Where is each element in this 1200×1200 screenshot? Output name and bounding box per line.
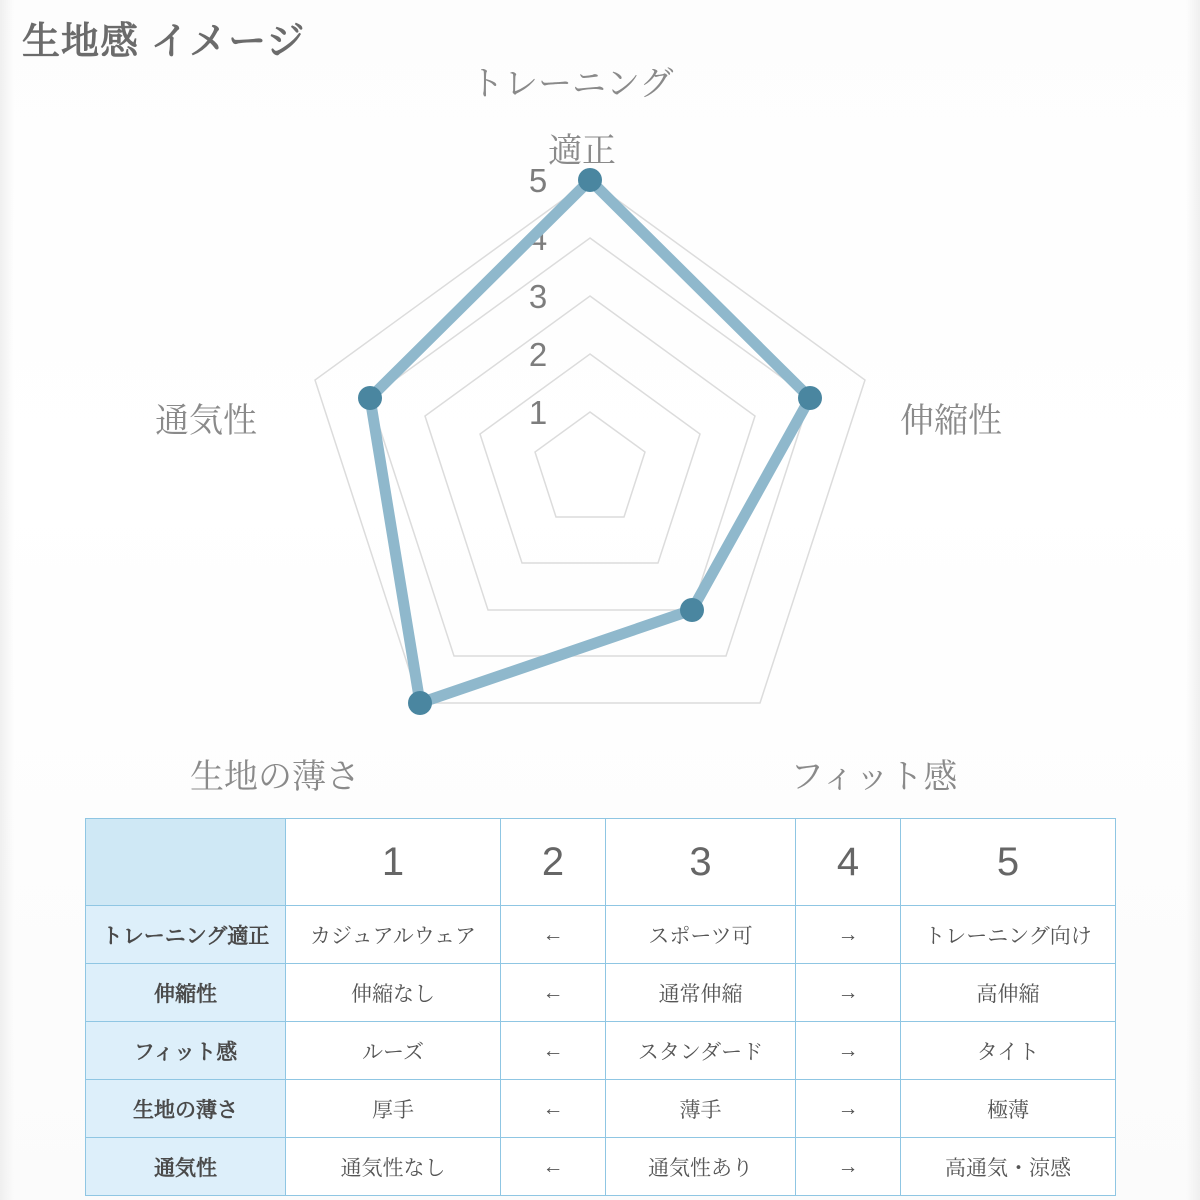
spec-table [85,818,1116,1196]
table-row [86,1080,1116,1138]
table-row [86,906,1116,964]
row-label-thinness: 生地の薄さ [86,1080,286,1138]
cell-training-1: カジュアルウェア [286,906,501,964]
table-header-5: 5 [901,819,1116,906]
row-label-breathability: 通気性 [86,1138,286,1196]
cell-breathability-4: → [796,1138,901,1196]
cell-fit-3: スタンダード [606,1022,796,1080]
cell-fit-4: → [796,1022,901,1080]
radar-svg [0,40,1200,810]
cell-fit-1: ルーズ [286,1022,501,1080]
data-point-training [578,168,602,192]
cell-stretch-5: 高伸縮 [901,964,1116,1022]
table-row [86,1022,1116,1080]
table-row [86,964,1116,1022]
table-corner-cell [86,819,286,906]
cell-breathability-1: 通気性なし [286,1138,501,1196]
radar-chart [0,40,1200,810]
cell-stretch-4: → [796,964,901,1022]
tick-label-2: 2 [528,336,548,373]
cell-training-5: トレーニング向け [901,906,1116,964]
cell-thinness-2: ← [501,1080,606,1138]
cell-breathability-5: 高通気・涼感 [901,1138,1116,1196]
cell-fit-2: ← [501,1022,606,1080]
row-label-fit: フィット感 [86,1022,286,1080]
table-header-2: 2 [501,819,606,906]
cell-stretch-1: 伸縮なし [286,964,501,1022]
axis-label-fit: フィット感 [790,758,958,796]
table-row [86,1138,1116,1196]
spec-table-container [85,818,1115,1196]
row-label-training: トレーニング適正 [86,906,286,964]
tick-label-5: 5 [528,162,548,199]
radar-series-shape [358,168,822,715]
table-header-4: 4 [796,819,901,906]
cell-training-2: ← [501,906,606,964]
cell-stretch-2: ← [501,964,606,1022]
data-point-thinness [408,691,432,715]
table-header-1: 1 [286,819,501,906]
axis-label-stretch: 伸縮性 [900,402,1002,440]
cell-breathability-3: 通気性あり [606,1138,796,1196]
cell-thinness-3: 薄手 [606,1080,796,1138]
cell-fit-5: タイト [901,1022,1116,1080]
radar-axis-labels [155,65,1002,796]
row-label-stretch: 伸縮性 [86,964,286,1022]
axis-label-training-line2: 適正 [548,132,616,170]
cell-thinness-5: 極薄 [901,1080,1116,1138]
tick-label-3: 3 [528,278,548,315]
table-header-row [86,819,1116,906]
axis-label-training-line1: トレーニング [470,65,674,103]
cell-thinness-4: → [796,1080,901,1138]
axis-label-breathability: 通気性 [155,402,257,440]
page-title: 生地感 イメージ [22,21,306,63]
radar-tick-labels [529,162,547,431]
tick-label-4: 4 [528,220,548,257]
cell-thinness-1: 厚手 [286,1080,501,1138]
tick-label-1: 1 [528,394,548,431]
cell-stretch-3: 通常伸縮 [606,964,796,1022]
cell-training-3: スポーツ可 [606,906,796,964]
cell-breathability-2: ← [501,1138,606,1196]
cell-training-4: → [796,906,901,964]
table-header-3: 3 [606,819,796,906]
data-point-breathability [358,386,382,410]
axis-label-thinness: 生地の薄さ [190,758,360,796]
data-point-fit [680,598,704,622]
data-point-stretch [798,386,822,410]
